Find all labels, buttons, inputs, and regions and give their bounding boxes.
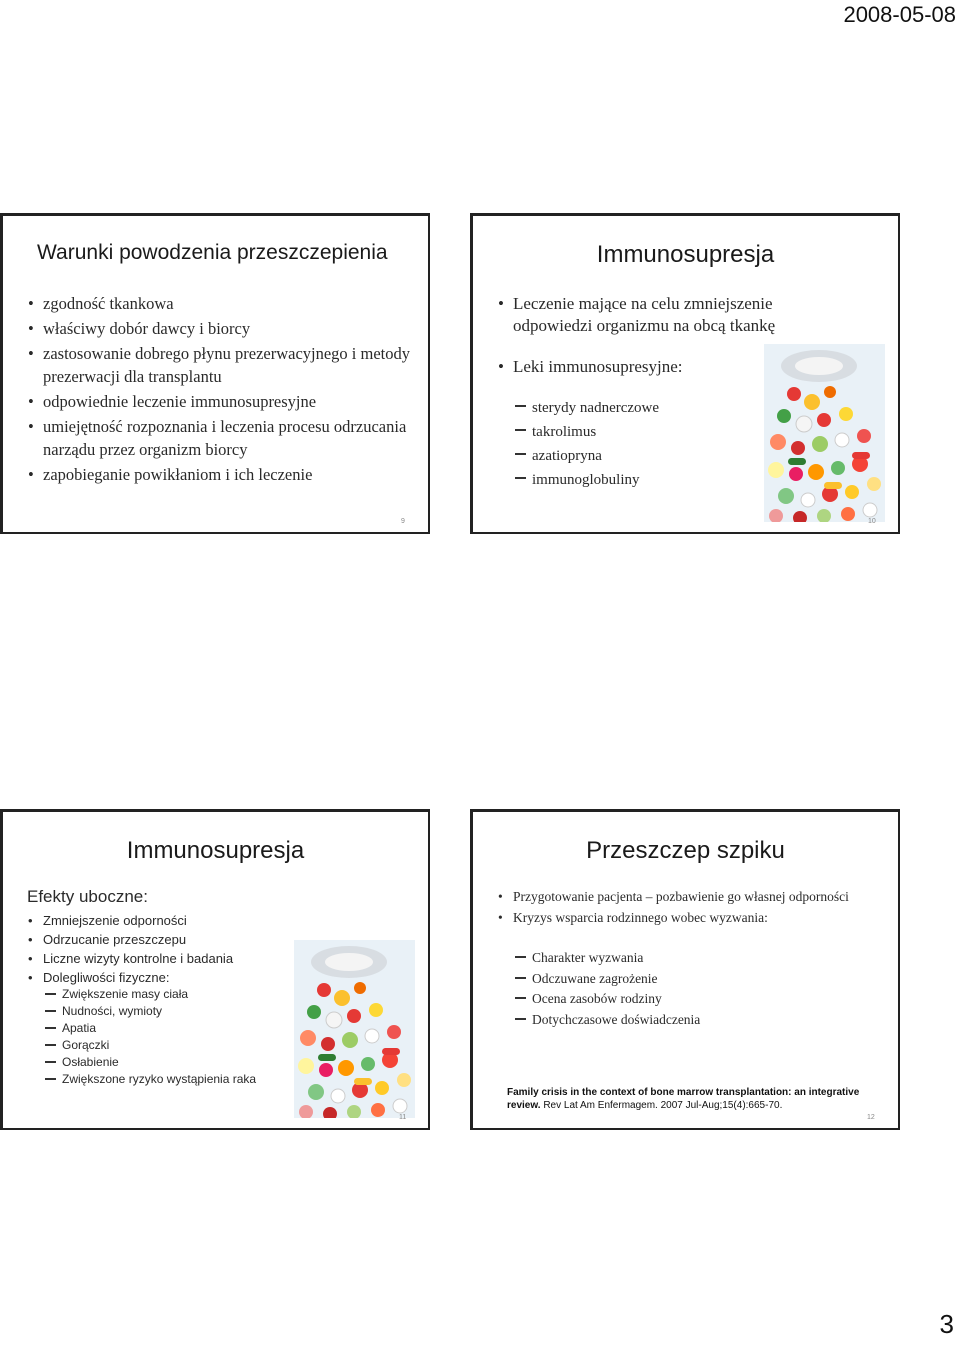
list-item: • Odrzucanie przeszczepu xyxy=(43,930,233,949)
date-header: 2008-05-08 xyxy=(843,2,956,27)
sub-item: sterydy nadnerczowe xyxy=(532,396,659,420)
list-item: • Dolegliwości fizyczne: xyxy=(43,968,233,987)
list-item: • Leczenie mające na celu zmniejszenie odpowiedzi organizmu na obcą tkankę xyxy=(513,293,843,337)
slide-9 xyxy=(0,213,430,534)
sub-list xyxy=(62,986,256,1088)
slide-title: Immunosupresja xyxy=(596,241,775,268)
page-number: 3 xyxy=(939,1309,954,1339)
list-item: • zastosowanie dobrego płynu prezerwacyjnego i metody prezerwacji dla transplantu xyxy=(43,342,423,388)
list-item: • Kryzys wsparcia rodzinnego wobec wyzwania: xyxy=(513,909,853,926)
slide-number: 10 xyxy=(868,518,876,525)
slide-number: 11 xyxy=(399,1114,407,1121)
citation-title: Family crisis in the context of bone marrow transplantation: an integrative review. xyxy=(507,1087,860,1111)
slide-title: Warunki powodzenia przeszczepienia xyxy=(37,241,388,264)
bullet-list xyxy=(43,911,233,987)
slide-number: 12 xyxy=(867,1114,875,1121)
slide-10 xyxy=(470,213,900,534)
slide-title: Immunosupresja xyxy=(126,837,305,864)
pills-image xyxy=(764,344,885,522)
citation xyxy=(507,1086,867,1112)
list-item: • Przygotowanie pacjenta – pozbawienie go własnej odporności xyxy=(513,888,853,905)
slide-title: Przeszczep szpiku xyxy=(586,837,785,864)
list-item: • właściwy dobór dawcy i biorcy xyxy=(43,317,423,340)
side-effects-heading: Efekty uboczne: xyxy=(27,887,148,906)
sub-item: Gorączki xyxy=(62,1037,256,1054)
bullet-list xyxy=(513,888,853,930)
sub-item: immunoglobuliny xyxy=(532,468,659,492)
list-item: • odpowiednie leczenie immunosupresyjne xyxy=(43,390,423,413)
sub-item: Odczuwane zagrożenie xyxy=(532,969,700,990)
sub-item: takrolimus xyxy=(532,420,659,444)
list-item: • Liczne wizyty kontrolne i badania xyxy=(43,949,233,968)
list-item: • Zmniejszenie odporności xyxy=(43,911,233,930)
sub-item: Charakter wyzwania xyxy=(532,948,700,969)
list-item: • zapobieganie powikłaniom i ich leczenie xyxy=(43,463,423,486)
sub-list xyxy=(532,948,700,1030)
sub-item: Dotychczasowe doświadczenia xyxy=(532,1010,700,1031)
list-item: • umiejętność rozpoznania i leczenia procesu odrzucania narządu przez organizm biorcy xyxy=(43,415,423,461)
slide-number: 9 xyxy=(401,518,405,525)
list-item: • Leki immunosupresyjne: xyxy=(513,356,843,378)
list-item: • zgodność tkankowa xyxy=(43,292,423,315)
sub-item: Apatia xyxy=(62,1020,256,1037)
sub-item: Zwiększone ryzyko wystąpienia raka xyxy=(62,1072,257,1086)
pills-image xyxy=(294,940,415,1118)
sub-item: Osłabienie xyxy=(62,1054,256,1071)
slide-12 xyxy=(470,809,900,1130)
citation-source: Rev Lat Am Enfermagem. 2007 Jul-Aug;15(4):665-70. xyxy=(540,1100,783,1111)
sub-item: azatiopryna xyxy=(532,444,659,468)
sub-list xyxy=(532,396,659,492)
bullet-list xyxy=(43,292,423,488)
sub-item: Zwiększenie masy ciała xyxy=(62,986,256,1003)
slide-11 xyxy=(0,809,430,1130)
sub-item: Ocena zasobów rodziny xyxy=(532,989,700,1010)
sub-item: Nudności, wymioty xyxy=(62,1003,256,1020)
